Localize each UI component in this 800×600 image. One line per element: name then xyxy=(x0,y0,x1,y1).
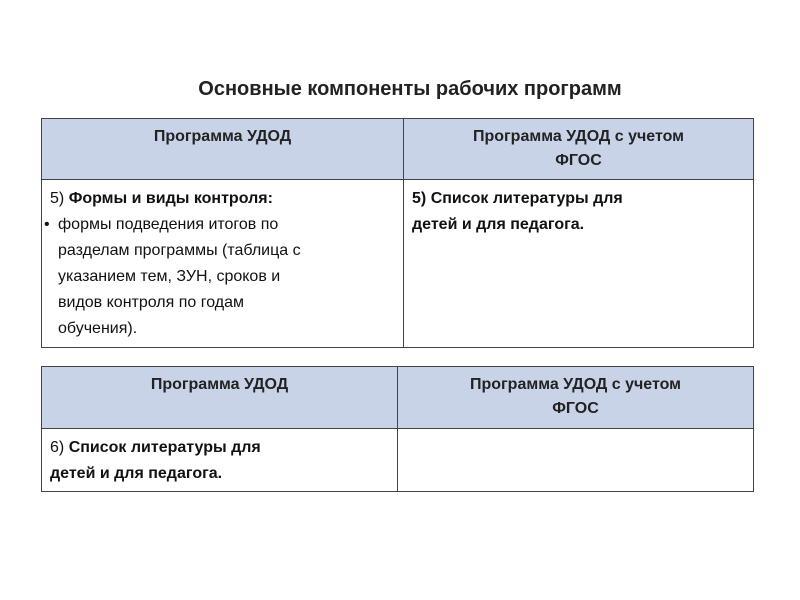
bullet-line-4: видов контроля по годам xyxy=(58,294,245,311)
table-2-body-row xyxy=(42,429,754,492)
table-2-header-col-2 xyxy=(398,367,754,429)
table-2-left-cell xyxy=(42,429,398,492)
table-1-right-line-1: 5) Список литературы для xyxy=(412,190,623,207)
table-2-left-line-1: 6) Список литературы для xyxy=(50,439,261,456)
table-2-right-cell xyxy=(398,429,754,492)
table-1-left-heading xyxy=(50,186,397,212)
table-1-header-row xyxy=(42,119,754,180)
item-number: 5) xyxy=(412,190,427,207)
item-number: 5) xyxy=(50,190,65,207)
table-1-header-col-2-line-2: ФГОС xyxy=(555,152,602,169)
item-number: 6) xyxy=(50,439,65,456)
table-1-body-row xyxy=(42,180,754,348)
table-2-header-col-2-line-2: ФГОС xyxy=(552,400,599,417)
table-1-left-cell xyxy=(42,180,404,348)
table-2-left-line-2: детей и для педагога. xyxy=(50,465,223,482)
components-table-2 xyxy=(41,366,754,492)
components-table-1 xyxy=(41,118,754,348)
table-1-header-col-2-line-1: Программа УДОД с учетом xyxy=(472,128,685,145)
table-1-header-col-2 xyxy=(404,119,754,180)
slide-title: Основные компоненты рабочих программ xyxy=(198,78,622,100)
bullet-icon: • xyxy=(44,216,50,233)
bullet-list-item xyxy=(44,212,397,342)
table-2-header-col-1: Программа УДОД xyxy=(42,367,398,429)
forms-and-types-heading: Формы и виды контроля: xyxy=(68,190,273,207)
bullet-line-1: формы подведения итогов по xyxy=(58,216,279,233)
bullet-line-2: разделам программы (таблица с xyxy=(58,242,301,259)
bullet-line-5: обучения). xyxy=(58,320,138,337)
bullet-line-3: указанием тем, ЗУН, сроков и xyxy=(58,268,281,285)
table-1-right-cell xyxy=(404,180,754,348)
table-1-header-col-1: Программа УДОД xyxy=(42,119,404,180)
table-2-header-row xyxy=(42,367,754,429)
table-1-right-line-2: детей и для педагога. xyxy=(412,216,585,233)
table-2-header-col-2-line-1: Программа УДОД с учетом xyxy=(469,376,682,393)
